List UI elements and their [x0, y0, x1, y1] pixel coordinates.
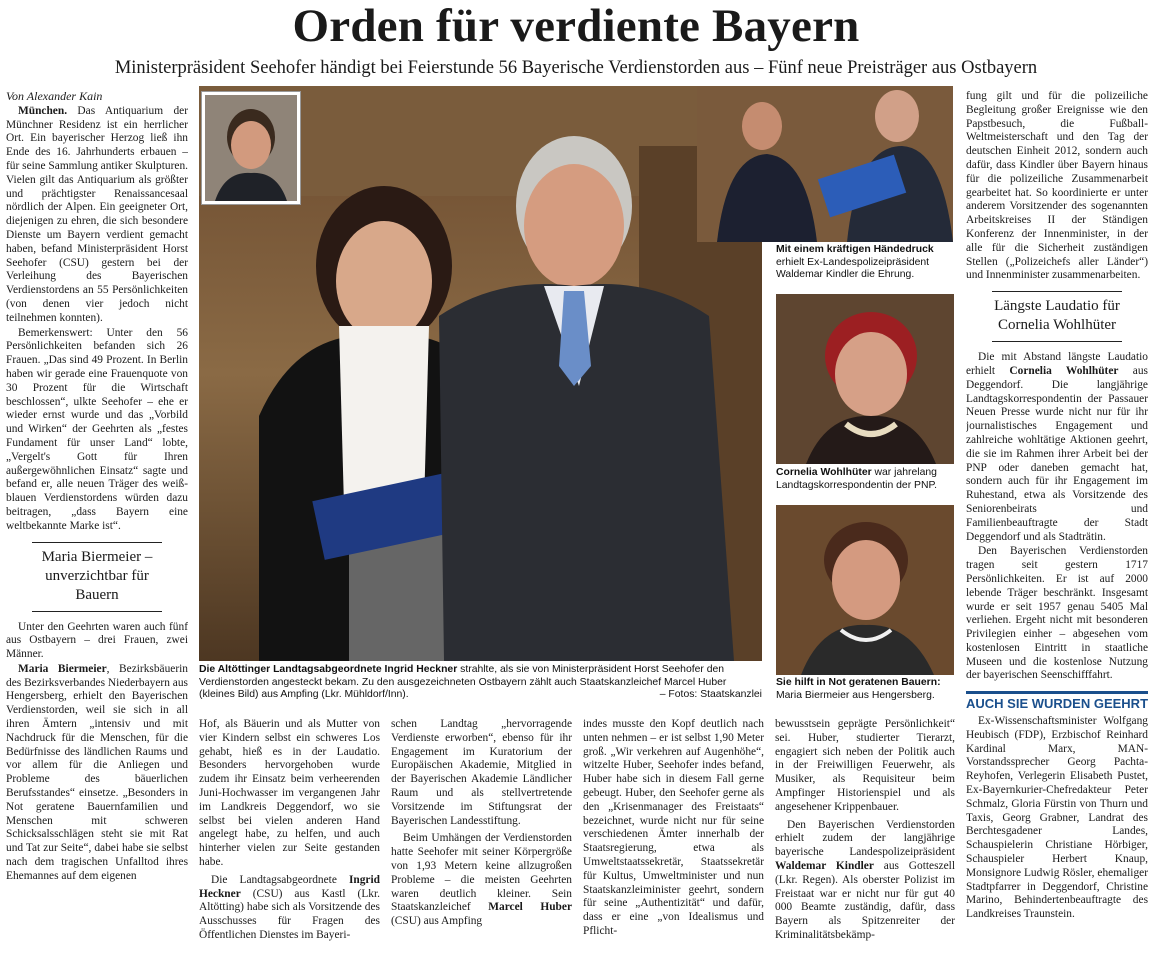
- photo-wohlhueter-frame: [776, 294, 954, 464]
- photo-kindler-frame: [697, 86, 953, 242]
- paragraph: aus Deggendorf. Die langjährige Landtagskorrespondentin der Passauer Neuen Presse wurde nicht nur für ihr journalistisches Engagement und zahlreiche wohltätige Aktionen geehrt, die sie im Rahmen ihrer Arbeit bei der PNP oder daneben gemacht hat, sondern auch für ihr Engagement im Ruhestand, etwa als Vorsitzende des Seniorenbeirats und Familienbeauftragte der Stadt Deggendorf und als Stadträtin.: [966, 364, 1148, 543]
- main-photo-caption: [199, 664, 762, 704]
- paragraph: bewusstsein geprägte Persönlichkeit“ sei. Huber, studierter Tierarzt, engagiert sich neben der Politik auch in der Freiwilligen Feuerwehr, als Musiker, als Requisiteur beim Ampfinger Historienspiel und als angesehener Krippenbauer.: [775, 718, 955, 813]
- dateline: München.: [18, 104, 68, 117]
- article-column-5: [775, 718, 955, 956]
- paragraph: (CSU) aus Ampfing: [391, 915, 483, 928]
- caption-lead: Sie hilft in Not geratenen Bauern:: [776, 677, 941, 688]
- caption-lead: Cornelia Wohlhüter: [776, 467, 872, 478]
- article-column-3: [391, 718, 572, 956]
- caption-lead: Die Altöttinger Landtagsabgeordnete Ingrid Heckner: [199, 664, 458, 675]
- photo-credit: – Fotos: Staatskanzlei: [659, 689, 762, 701]
- caption-lead: Mit einem kräftigen Händedruck: [776, 244, 934, 255]
- photo-huber: [205, 95, 297, 201]
- box-text: Ex-Wissenschaftsminister Wolfgang Heubisch (FDP), Erzbischof Reinhard Kardinal Marx, MAN-Vorstandssprecher Georg Pachta-Reyhofen, Verlegerin Elisabeth Pustet, Ex-Bayernkurier-Chefredakteur Peter Schmalz, Gloria Fürstin von Thurn und Taxis, Georg Grabner, Landrat des Berchtesgadener Landes, Schauspielerin Christiane Hörbiger, Schauspieler Herbert Knaup, Monsignore Ludwig Rösler, ehemaliger Stadtpfarrer in Deggendorf, Christine Marino, Behindertenbeauftragte des Landkreises Traunstein.: [966, 715, 1148, 921]
- caption-text: Maria Biermeier aus Hengersberg.: [776, 689, 935, 701]
- person-name: Marcel Huber: [488, 901, 572, 914]
- paragraph: aus Gotteszell (Lkr. Regen). Als oberster Polizist im Freistaat war er nicht nur für gut 40 000 Beamte zuständig, dafür, dass Bayern als Spitzenreiter der Kriminalitätsbekämp-: [775, 859, 955, 941]
- paragraph: Bemerkenswert: Unter den 56 Persönlichkeiten befanden sich 26 Frauen. „Das sind 49 Prozent. In Berlin haben wir gerade eine Frauenquote von 30 Prozent für die Wirtschaft beschlossen“, ulkte Seehofer – ehe er wieder ernst wurde und das „Vorbild und Wirken“ der Geehrten als „festes Fundament für unser Land“ lobte, „Vergelt's Gott für Ihren außergewöhnlichen Einsatz“ sagte und befand er, alle neuen Träger des weiß-blauen Verdienstordens würden dazu beitragen, „dass Bayern eine weltbekannte Marke ist“.: [6, 326, 188, 532]
- inset-photo-huber: [202, 92, 300, 204]
- paragraph: Die mit Abstand längste Laudatio erhielt: [966, 351, 1148, 377]
- caption-text: war jahrelang Landtagskorrespondentin der PNP.: [776, 467, 937, 491]
- wohlhueter-caption: [776, 467, 954, 497]
- paragraph: schen Landtag „hervorragende Verdienste erworben“, ebenso für ihr Engagement im Kuratorium der Europäischen Akademie, Mitglied in der Bayerischen Akademie Ländlicher Raum und als stellvertretende Vorsitzende im Stiftungsrat der Bayerischen Landesstiftung.: [391, 718, 572, 827]
- paragraph: Die Landtagsabgeordnete: [211, 873, 349, 886]
- photo-biermeier: [776, 505, 954, 675]
- photo-wohlhueter: [776, 294, 954, 464]
- article-column-6: [966, 90, 1148, 956]
- biermeier-caption: [776, 677, 954, 707]
- article-column-2: [199, 718, 380, 956]
- paragraph: Unter den Geehrten waren auch fünf aus Ostbayern – drei Frauen, zwei Männer.: [6, 620, 188, 661]
- article-column-1: [6, 90, 188, 956]
- paragraph: Beim Umhängen der Verdienstorden hatte Seehofer mit seiner Körpergröße von 1,93 Metern keine allzugroßen Probleme – die meisten Geehrten waren deutlich kleiner. Sein Staatskanzleichef: [391, 832, 572, 914]
- caption-text: erhielt Ex-Landespolizeipräsident Waldemar Kindler die Ehrung.: [776, 256, 930, 281]
- caption-text: strahlte, als sie von Ministerpräsident Horst Seehofer den Verdienstorden angesteckt bekam. Zu den ausgezeichneten Ostbayern zählt auch Staatskanzleichef Marcel Huber (kleines Bild) aus Ampfing (Lkr. Mühldorf/Inn).: [199, 664, 727, 701]
- photo-kindler: [697, 86, 953, 242]
- paragraph: Den Bayerischen Verdienstorden tragen seit gestern 1717 Persönlichkeiten. Er ist auf 2000 lebende Träger beschränkt. Insgesamt wurde er seit 1957 genau 5405 Mal verliehen. Ergeht nicht mit besonderen Privilegien einher – abgesehen vom kostenlosen Eintritt in staatliche Museen und die kostenlose Nutzung der bayerischen Seenschifffahrt.: [966, 545, 1148, 682]
- box-title: AUCH SIE WURDEN GEEHRT: [966, 691, 1148, 711]
- person-name: Cornelia Wohlhüter: [1009, 364, 1119, 377]
- paragraph: , Bezirksbäuerin des Bezirksverbandes Niederbayern aus Hengersberg, erhielt den Bayerischen Verdienstorden, weil sie sich in all ihren Ämtern „intensiv und mit Nachdruck für die Menschen, für die Bedürfnisse des ländlichen Raums und vor allem für die Anliegen und Probleme des bäuerlichen Berufsstandes“ einsetze. „Besonders in Not geratene Bauernfamilien und Menschen mit schweren Schicksalsschlägen steht sie mit Rat und Tat zur Seite“, dabei habe sie selbst nach dem tragischen Unfalltod ihres Ehemannes auf dem eigenen: [6, 662, 188, 882]
- paragraph: Hof, als Bäuerin und als Mutter von vier Kindern selbst ein schweres Los gehabt, hieß es in der Laudatio. Besonders hervorgehoben wurde zudem ihr Einsatz beim verheerenden Juni-Hochwasser im vergangenen Jahr im Landkreis Deggendorf, wo sie selbst bei vielen anderen Hand angelegt habe, zu helfen, und auch hinterher vielen zur Seite gestanden habe.: [199, 718, 380, 868]
- byline: Von Alexander Kain: [6, 90, 103, 103]
- paragraph: indes musste den Kopf deutlich nach unten nehmen – er ist selbst 1,90 Meter groß. „Wir verkehren auf Augenhöhe“, witzelte Huber, Seehofer indes befand, Huber habe sich in diesem Fall gerne gebeugt. Huber, den Seehofer gerne als den „Krisenmanager des Freistaats“ bezeichnet, wurde nicht nur für seine verschiedenen Ämter innerhalb der Staatsregierung, etwa als Umweltstaatssekretär, Staatssekretär für Kultus, Umweltminister und nun Staatskanzleiminister geehrt, sondern für seine „Authentizität“ und dafür, dass er eine „von Idealismus und Pflicht-: [583, 718, 764, 937]
- section-subtitle: Längste Laudatio für Cornelia Wohlhüter: [992, 291, 1122, 342]
- article-column-4: [583, 718, 764, 956]
- subheadline: Ministerpräsident Seehofer händigt bei Feierstunde 56 Bayerische Verdienstorden aus – Fünf neue Preisträger aus Ostbayern: [114, 58, 1038, 78]
- section-subtitle: Maria Biermeier – unverzichtbar für Bauern: [32, 542, 162, 612]
- person-name: Ingrid Heckner: [199, 873, 380, 900]
- photo-biermeier-frame: [776, 505, 954, 675]
- person-name: Waldemar Kindler: [775, 859, 874, 872]
- paragraph: fung gilt und für die polizeiliche Begleitung großer Ereignisse wie den Papstbesuch, die Fußball-Weltmeisterschaft und den Tag der deutschen Einheit 2012, sondern auch dafür, dass Kindler über Bayern hinaus für die polizeiliche Zusammenarbeit gearbeitet hat. So koordinierte er unter anderem Vorsitzender des sogenannten Arbeitskreises II der Ständigen Konferenz der Innenminister, in der alle für die Sicherheit zuständigen Stellen („Polizeichefs aller Länder“) und Innenminister zusammenarbeiten.: [966, 90, 1148, 282]
- kindler-caption: [776, 244, 954, 284]
- headline: Orden für verdiente Bayern: [292, 0, 860, 52]
- person-name: Maria Biermeier: [18, 662, 107, 675]
- paragraph: Das Antiquarium der Münchner Residenz ist ein herrlicher Ort. Ein bayerischer Herzog ließ ihn Ende des 16. Jahrhunderts erbauen – für seine Sammlung antiker Skulpturen. Vielen gilt das Antiquarium als größter und prächtigster Renaissancesaal nördlich der Alpen. Ein geeigneter Ort, diejenigen zu ehren, die sich besondere Dienste um Bayern verdient gemacht haben, befand Ministerpräsident Horst Seehofer (CSU) gestern bei der Verleihung des Bayerischen Verdienstordens an 55 Persönlichkeiten (von denen vier jedoch nicht teilnehmen konnten).: [6, 104, 188, 324]
- paragraph: (CSU) aus Kastl (Lkr. Altötting) habe sich als Vorsitzende des Ausschusses für Fragen des Öffentlichen Dienstes im Bayeri-: [199, 887, 380, 941]
- paragraph: Den Bayerischen Verdienstorden erhielt zudem der langjährige bayerische Landespolizeipräsident: [775, 818, 955, 859]
